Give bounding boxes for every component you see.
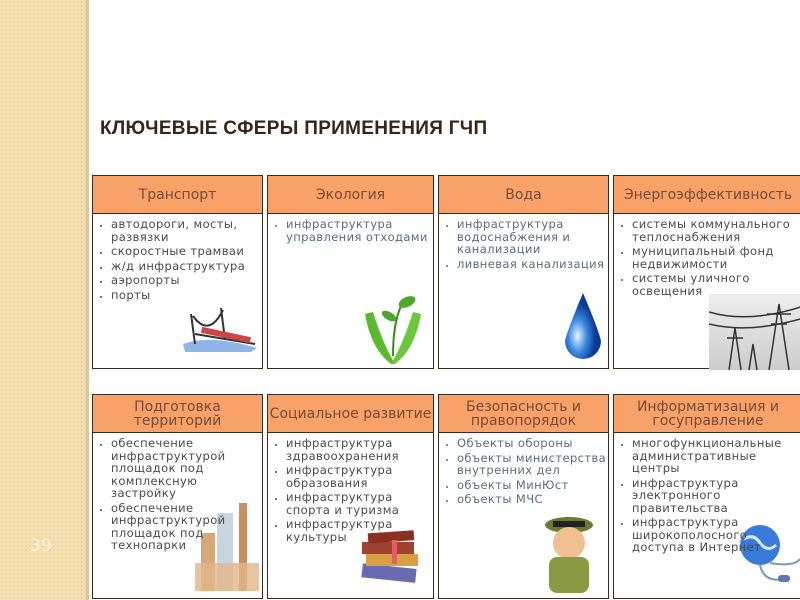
card-title xyxy=(439,395,608,433)
list-item: • скоростные трамваи xyxy=(111,245,262,258)
list-item: • инфраструктура управления отходами xyxy=(286,218,433,243)
card-title xyxy=(93,176,262,214)
card-title-text: Экология xyxy=(315,186,386,203)
list-item: • порты xyxy=(111,289,262,302)
list-item: • обеспечение инфраструктурой площадок под комплексную застройку xyxy=(111,437,262,500)
category-card xyxy=(613,394,800,599)
card-title xyxy=(614,395,800,433)
list-item: • объекты МинЮст xyxy=(457,479,608,492)
category-card xyxy=(438,175,609,369)
list-item: • системы коммунального теплоснабжения xyxy=(632,218,800,243)
card-items xyxy=(268,437,433,543)
category-card xyxy=(92,394,263,599)
list-item: • муниципальный фонд недвижимости xyxy=(632,245,800,270)
category-card xyxy=(92,175,263,369)
card-items xyxy=(614,437,800,554)
list-item: • объекты министерства внутренних дел xyxy=(457,452,608,477)
slide-number: 39 xyxy=(30,536,52,556)
list-item: • инфраструктура спорта и туризма xyxy=(286,491,433,516)
card-title-text: Безопасность и правопорядок xyxy=(465,398,582,429)
card-title xyxy=(268,176,433,214)
category-card xyxy=(267,394,434,599)
bridge-icon xyxy=(181,304,259,352)
list-item: • инфраструктура электронного правительства xyxy=(632,477,800,515)
card-items xyxy=(268,218,433,243)
list-item: • аэропорты xyxy=(111,274,262,287)
card-title-text: Вода xyxy=(505,186,542,203)
category-card xyxy=(438,394,609,599)
slide-title: КЛЮЧЕВЫЕ СФЕРЫ ПРИМЕНЕНИЯ ГЧП xyxy=(100,118,488,139)
list-item: • инфраструктура здравоохранения xyxy=(286,437,433,462)
card-items xyxy=(93,218,262,301)
list-item: • Объекты обороны xyxy=(457,437,608,450)
list-item: • инфраструктура водоснабжения и канализации xyxy=(457,218,608,256)
list-item: • многофункциональные административные центры xyxy=(632,437,800,475)
plant-hands-icon xyxy=(363,294,423,369)
list-item: • ливневая канализация xyxy=(457,258,608,271)
power-lines-icon xyxy=(709,294,800,370)
card-items xyxy=(614,218,800,297)
card-title xyxy=(93,395,262,433)
card-items xyxy=(439,437,608,506)
list-item: • инфраструктура культуры xyxy=(286,518,433,543)
list-item: • инфраструктура образования xyxy=(286,464,433,489)
soldier-icon xyxy=(539,515,599,595)
list-item: • автодороги, мосты, развязки xyxy=(111,218,262,243)
list-item: • системы уличного освещения xyxy=(632,272,800,297)
list-item: • ж/д инфраструктура xyxy=(111,260,262,273)
card-title-text: Энергоэффективность xyxy=(623,186,793,203)
card-items xyxy=(93,437,262,552)
card-title xyxy=(439,176,608,214)
list-item: • инфраструктура широкополосного доступа в Интернет xyxy=(632,516,800,554)
divider xyxy=(86,0,89,600)
list-item: • объекты МЧС xyxy=(457,493,608,506)
card-title-text: Транспорт xyxy=(138,186,217,203)
card-title-text: Социальное развитие xyxy=(269,405,432,422)
water-drop-icon xyxy=(559,291,604,361)
card-title xyxy=(614,176,800,214)
category-card xyxy=(267,175,434,369)
category-card xyxy=(613,175,800,369)
card-title xyxy=(268,395,433,433)
card-title-text: Информатизация и госуправление xyxy=(636,398,780,429)
side-decor-strip xyxy=(0,0,86,600)
list-item: • обеспечение инфраструктурой площадок под технопарки xyxy=(111,502,262,552)
card-items xyxy=(439,218,608,270)
card-title-text: Подготовка территорий xyxy=(133,398,222,429)
